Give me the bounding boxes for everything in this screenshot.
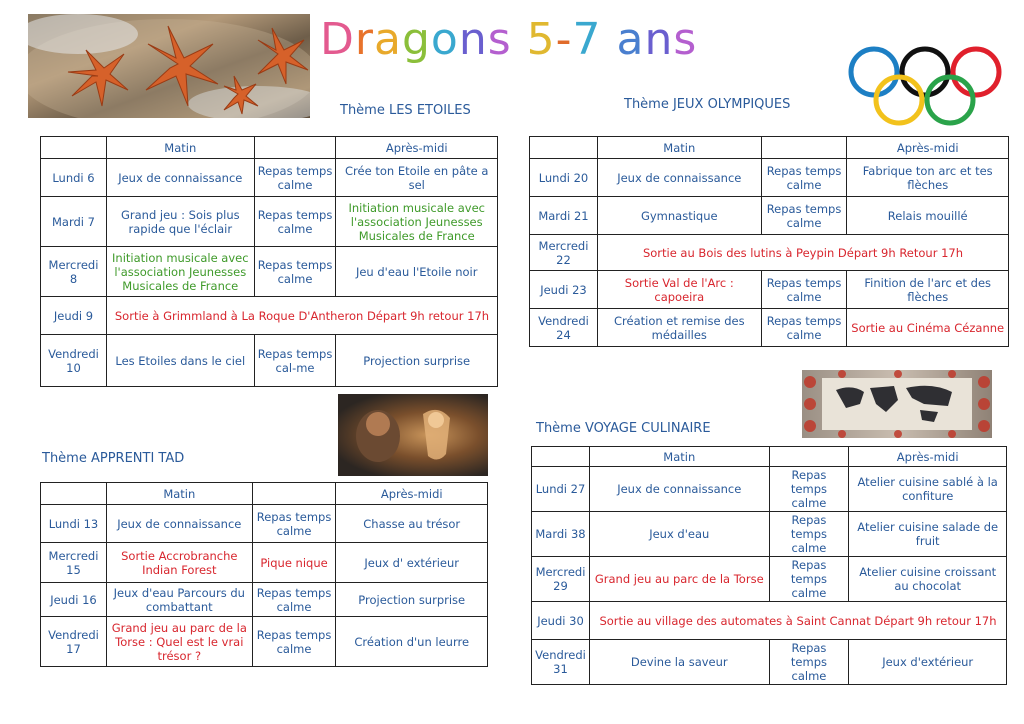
outing-cell: Sortie à Grimmland à La Roque D'Antheron Départ 9h retour 17h: [106, 297, 497, 335]
morning-cell: Les Etoiles dans le ciel: [106, 335, 254, 387]
theme-tad-heading: Thème APPRENTI TAD: [42, 451, 185, 466]
lunch-cell: Repas temps calme: [254, 247, 336, 297]
lunch-cell: Repas temps calme: [761, 159, 847, 197]
morning-cell: Jeux d'eau Parcours du combattant: [106, 583, 252, 617]
afternoon-cell: Création d'un leurre: [336, 617, 488, 667]
header-cell: [254, 137, 336, 159]
table-row: [532, 512, 1007, 557]
afternoon-cell: Chasse au trésor: [336, 505, 488, 543]
day-cell: Lundi 6: [41, 159, 107, 197]
theme-jo-heading: Thème JEUX OLYMPIQUES: [624, 97, 791, 112]
afternoon-cell: Atelier cuisine croissant au chocolat: [849, 557, 1007, 602]
morning-cell: Grand jeu au parc de la Torse : Quel est le vrai trésor ?: [106, 617, 252, 667]
header-cell: Matin: [106, 483, 252, 505]
table-row: [532, 467, 1007, 512]
morning-cell: Création et remise des médailles: [597, 309, 761, 347]
header-cell: [532, 447, 590, 467]
lunch-cell: Pique nique: [252, 543, 336, 583]
morning-cell: Jeux d'eau: [589, 512, 769, 557]
table-row: [532, 640, 1007, 685]
apprenti-tad-photo: [338, 394, 488, 476]
header-cell: [761, 137, 847, 159]
morning-cell: Jeux de connaissance: [106, 505, 252, 543]
lunch-cell: Repas temps calme: [769, 557, 849, 602]
afternoon-cell: Atelier cuisine salade de fruit: [849, 512, 1007, 557]
table-row: [530, 271, 1009, 309]
day-cell: Jeudi 16: [41, 583, 107, 617]
day-cell: Mercredi 22: [530, 235, 598, 271]
morning-cell: Jeux de connaissance: [589, 467, 769, 512]
table-row: [41, 247, 498, 297]
morning-cell: Devine la saveur: [589, 640, 769, 685]
day-cell: Jeudi 9: [41, 297, 107, 335]
table-row: [41, 197, 498, 247]
day-cell: Lundi 13: [41, 505, 107, 543]
afternoon-cell: Projection surprise: [336, 335, 498, 387]
lunch-cell: Repas temps calme: [769, 467, 849, 512]
schedule-voyage-table: [531, 446, 1007, 685]
day-cell: Mardi 7: [41, 197, 107, 247]
header-cell: [769, 447, 849, 467]
day-cell: Vendredi 31: [532, 640, 590, 685]
afternoon-cell: Jeu d'eau l'Etoile noir: [336, 247, 498, 297]
morning-cell: Jeux de connaissance: [106, 159, 254, 197]
lunch-cell: Repas temps cal-me: [254, 335, 336, 387]
schedule-tad-table: [40, 482, 488, 667]
header-cell: Matin: [589, 447, 769, 467]
day-cell: Mercredi 8: [41, 247, 107, 297]
lunch-cell: Repas temps calme: [254, 197, 336, 247]
day-cell: Vendredi 24: [530, 309, 598, 347]
table-row: [532, 602, 1007, 640]
day-cell: Mardi 38: [532, 512, 590, 557]
header-cell: Matin: [106, 137, 254, 159]
afternoon-cell: Jeux d'extérieur: [849, 640, 1007, 685]
morning-cell: Initiation musicale avec l'association Jeunesses Musicales de France: [106, 247, 254, 297]
lunch-cell: Repas temps calme: [252, 617, 336, 667]
lunch-cell: Repas temps calme: [761, 309, 847, 347]
table-row: [530, 159, 1009, 197]
morning-cell: Gymnastique: [597, 197, 761, 235]
schedule-jo-table: [529, 136, 1009, 347]
table-row: [41, 543, 488, 583]
header-cell: Après-midi: [336, 483, 488, 505]
day-cell: Jeudi 23: [530, 271, 598, 309]
afternoon-cell: Crée ton Etoile en pâte a sel: [336, 159, 498, 197]
lunch-cell: Repas temps calme: [761, 271, 847, 309]
day-cell: Vendredi 17: [41, 617, 107, 667]
day-cell: Mercredi 29: [532, 557, 590, 602]
day-cell: Vendredi 10: [41, 335, 107, 387]
morning-cell: Jeux de connaissance: [597, 159, 761, 197]
header-cell: [41, 483, 107, 505]
table-row: [41, 617, 488, 667]
morning-cell: Grand jeu au parc de la Torse: [589, 557, 769, 602]
lunch-cell: Repas temps calme: [769, 640, 849, 685]
lunch-cell: Repas temps calme: [252, 505, 336, 543]
header-cell: [41, 137, 107, 159]
outing-cell: Sortie au Bois des lutins à Peypin Départ 9h Retour 17h: [597, 235, 1008, 271]
schedule-etoiles-table: [40, 136, 498, 387]
header-cell: Matin: [597, 137, 761, 159]
afternoon-cell: Fabrique ton arc et tes flèches: [847, 159, 1009, 197]
lunch-cell: Repas temps calme: [254, 159, 336, 197]
theme-etoiles-heading: Thème LES ETOILES: [340, 103, 471, 118]
morning-cell: Sortie Val de l'Arc : capoeira: [597, 271, 761, 309]
day-cell: Lundi 27: [532, 467, 590, 512]
table-row: [41, 583, 488, 617]
olympic-rings-icon: [846, 44, 1004, 128]
afternoon-cell: Finition de l'arc et des flèches: [847, 271, 1009, 309]
morning-cell: Grand jeu : Sois plus rapide que l'éclair: [106, 197, 254, 247]
header-cell: Après-midi: [849, 447, 1007, 467]
day-cell: Mercredi 15: [41, 543, 107, 583]
afternoon-cell: Atelier cuisine sablé à la confiture: [849, 467, 1007, 512]
table-row: [41, 505, 488, 543]
table-row: [530, 309, 1009, 347]
page-title: [320, 14, 697, 65]
table-row: [530, 197, 1009, 235]
afternoon-cell: Projection surprise: [336, 583, 488, 617]
lunch-cell: Repas temps calme: [761, 197, 847, 235]
afternoon-cell: Relais mouillé: [847, 197, 1009, 235]
table-row: [41, 159, 498, 197]
page-title-text: Dragons 5-7 ans: [320, 14, 698, 65]
lunch-cell: Repas temps calme: [252, 583, 336, 617]
header-cell: [530, 137, 598, 159]
lunch-cell: Repas temps calme: [769, 512, 849, 557]
day-cell: Lundi 20: [530, 159, 598, 197]
day-cell: Jeudi 30: [532, 602, 590, 640]
afternoon-cell: Sortie au Cinéma Cézanne: [847, 309, 1009, 347]
morning-cell: Sortie Accrobranche Indian Forest: [106, 543, 252, 583]
header-cell: Après-midi: [847, 137, 1009, 159]
day-cell: Mardi 21: [530, 197, 598, 235]
table-row: [532, 557, 1007, 602]
world-map-food-photo: [802, 370, 992, 438]
afternoon-cell: Jeux d' extérieur: [336, 543, 488, 583]
theme-voyage-heading: Thème VOYAGE CULINAIRE: [536, 421, 711, 436]
afternoon-cell: Initiation musicale avec l'association Jeunesses Musicales de France: [336, 197, 498, 247]
table-row: [41, 297, 498, 335]
table-row: [41, 335, 498, 387]
starfish-photo: [28, 14, 310, 118]
outing-cell: Sortie au village des automates à Saint Cannat Départ 9h retour 17h: [589, 602, 1006, 640]
table-row: [530, 235, 1009, 271]
header-cell: [252, 483, 336, 505]
header-cell: Après-midi: [336, 137, 498, 159]
